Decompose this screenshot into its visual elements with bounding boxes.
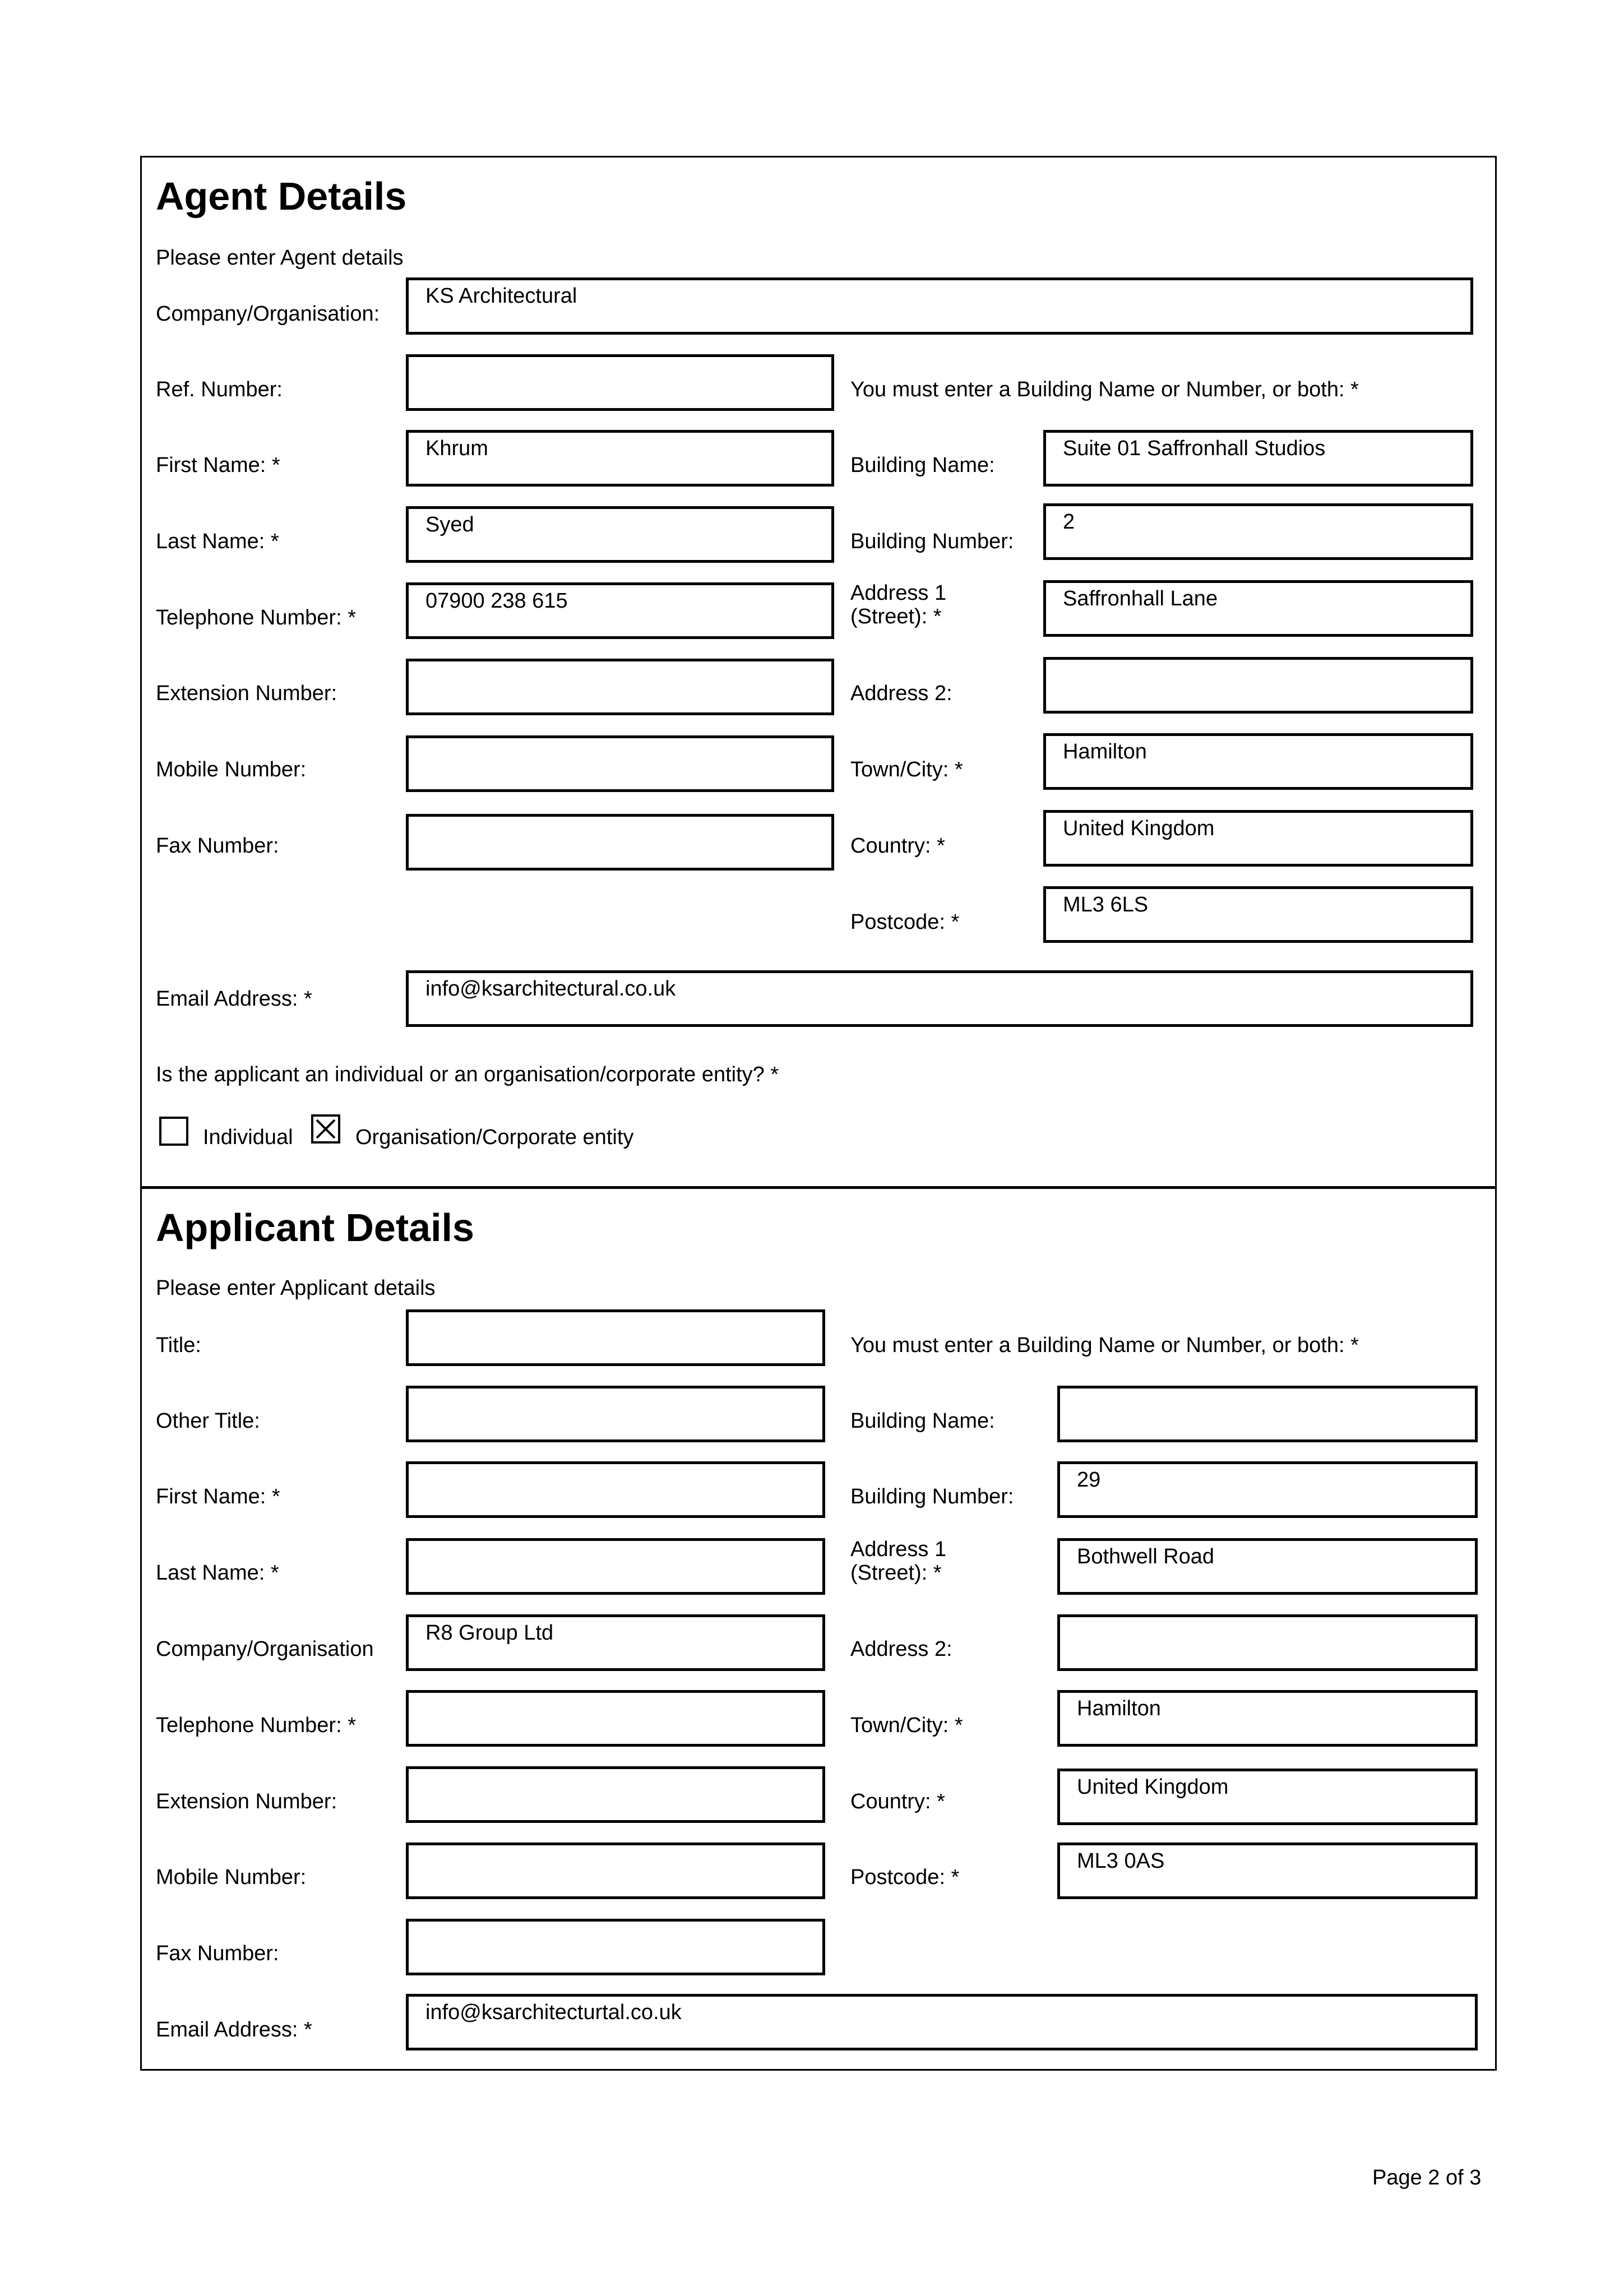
applicant-building-name-label: Building Name: bbox=[850, 1409, 995, 1433]
agent-fax-field[interactable] bbox=[406, 814, 834, 871]
applicant-town-value: Hamilton bbox=[1077, 1697, 1161, 1720]
applicant-fax-field[interactable] bbox=[406, 1919, 825, 1975]
applicant-town-label: Town/City: * bbox=[850, 1714, 963, 1737]
applicant-other-title-label: Other Title: bbox=[156, 1409, 260, 1433]
applicant-country-label: Country: * bbox=[850, 1790, 945, 1813]
applicant-building-number-label: Building Number: bbox=[850, 1485, 1014, 1508]
agent-email-label: Email Address: * bbox=[156, 987, 312, 1011]
applicant-building-number-value: 29 bbox=[1077, 1468, 1101, 1492]
section-divider bbox=[140, 1186, 1497, 1189]
agent-last-name-field[interactable] bbox=[406, 506, 834, 563]
applicant-fax-label: Fax Number: bbox=[156, 1942, 279, 1965]
applicant-other-title-field[interactable] bbox=[406, 1386, 825, 1442]
agent-building-name-field[interactable] bbox=[1043, 430, 1473, 487]
applicant-building-note: You must enter a Building Name or Number, or both: * bbox=[850, 1334, 1359, 1357]
agent-company-label: Company/Organisation: bbox=[156, 302, 380, 326]
agent-telephone-field[interactable] bbox=[406, 582, 834, 639]
applicant-address2-field[interactable] bbox=[1057, 1614, 1478, 1671]
applicant-type-question: Is the applicant an individual or an organisation/corporate entity? * bbox=[156, 1063, 779, 1086]
applicant-first-name-field[interactable] bbox=[406, 1461, 825, 1518]
agent-telephone-value: 07900 238 615 bbox=[425, 589, 568, 613]
agent-extension-label: Extension Number: bbox=[156, 682, 337, 705]
applicant-postcode-value: ML3 0AS bbox=[1077, 1849, 1165, 1873]
applicant-details-heading: Applicant Details bbox=[156, 1206, 474, 1249]
agent-country-field[interactable] bbox=[1043, 810, 1473, 867]
agent-first-name-label: First Name: * bbox=[156, 453, 280, 477]
agent-town-label: Town/City: * bbox=[850, 758, 963, 781]
applicant-email-value: info@ksarchitecturtal.co.uk bbox=[425, 2001, 682, 2024]
applicant-country-value: United Kingdom bbox=[1077, 1775, 1229, 1799]
applicant-company-field[interactable] bbox=[406, 1614, 825, 1671]
agent-instruction: Please enter Agent details bbox=[156, 246, 404, 270]
applicant-address2-label: Address 2: bbox=[850, 1637, 952, 1661]
agent-postcode-label: Postcode: * bbox=[850, 910, 960, 934]
applicant-extension-field[interactable] bbox=[406, 1766, 825, 1823]
agent-last-name-value: Syed bbox=[425, 513, 474, 536]
applicant-telephone-field[interactable] bbox=[406, 1690, 825, 1747]
applicant-title-field[interactable] bbox=[406, 1309, 825, 1366]
applicant-address1-field[interactable] bbox=[1057, 1538, 1478, 1595]
agent-building-name-value: Suite 01 Saffronhall Studios bbox=[1063, 437, 1326, 460]
applicant-mobile-label: Mobile Number: bbox=[156, 1866, 307, 1889]
applicant-company-label: Company/Organisation bbox=[156, 1637, 374, 1661]
organisation-label: Organisation/Corporate entity bbox=[355, 1126, 634, 1149]
individual-label: Individual bbox=[203, 1126, 293, 1149]
agent-email-value: info@ksarchitectural.co.uk bbox=[425, 977, 676, 1001]
agent-last-name-label: Last Name: * bbox=[156, 530, 279, 553]
applicant-address1-label-line1: Address 1 bbox=[850, 1538, 947, 1561]
agent-address1-value: Saffronhall Lane bbox=[1063, 587, 1218, 610]
applicant-title-label: Title: bbox=[156, 1334, 201, 1357]
agent-address2-field[interactable] bbox=[1043, 657, 1473, 714]
applicant-email-label: Email Address: * bbox=[156, 2018, 312, 2042]
agent-address1-field[interactable] bbox=[1043, 580, 1473, 637]
applicant-first-name-label: First Name: * bbox=[156, 1485, 280, 1508]
applicant-country-field[interactable] bbox=[1057, 1769, 1478, 1825]
agent-building-name-label: Building Name: bbox=[850, 453, 995, 477]
agent-email-field[interactable] bbox=[406, 970, 1473, 1027]
applicant-postcode-label: Postcode: * bbox=[850, 1866, 960, 1889]
agent-address2-label: Address 2: bbox=[850, 682, 952, 705]
agent-mobile-label: Mobile Number: bbox=[156, 758, 307, 781]
applicant-town-field[interactable] bbox=[1057, 1690, 1478, 1747]
applicant-building-number-field[interactable] bbox=[1057, 1461, 1478, 1518]
agent-telephone-label: Telephone Number: * bbox=[156, 606, 356, 629]
agent-postcode-field[interactable] bbox=[1043, 886, 1473, 943]
agent-mobile-field[interactable] bbox=[406, 735, 834, 792]
agent-country-label: Country: * bbox=[850, 834, 945, 858]
agent-building-number-field[interactable] bbox=[1043, 503, 1473, 560]
agent-company-value: KS Architectural bbox=[425, 284, 577, 308]
agent-building-number-label: Building Number: bbox=[850, 530, 1014, 553]
agent-company-field[interactable] bbox=[406, 277, 1473, 335]
agent-details-heading: Agent Details bbox=[156, 174, 407, 218]
agent-ref-label: Ref. Number: bbox=[156, 378, 283, 401]
agent-address1-label-line1: Address 1 bbox=[850, 581, 947, 605]
agent-building-number-value: 2 bbox=[1063, 510, 1075, 534]
applicant-building-name-field[interactable] bbox=[1057, 1386, 1478, 1442]
applicant-address1-label-line2: (Street): * bbox=[850, 1561, 942, 1585]
applicant-telephone-label: Telephone Number: * bbox=[156, 1714, 356, 1737]
checkbox-cross-icon bbox=[313, 1117, 338, 1141]
applicant-email-field[interactable] bbox=[406, 1994, 1478, 2050]
agent-ref-field[interactable] bbox=[406, 354, 834, 411]
agent-town-value: Hamilton bbox=[1063, 740, 1147, 763]
applicant-postcode-field[interactable] bbox=[1057, 1843, 1478, 1899]
agent-fax-label: Fax Number: bbox=[156, 834, 279, 858]
applicant-instruction: Please enter Applicant details bbox=[156, 1276, 436, 1300]
applicant-mobile-field[interactable] bbox=[406, 1843, 825, 1899]
applicant-extension-label: Extension Number: bbox=[156, 1790, 337, 1813]
applicant-last-name-field[interactable] bbox=[406, 1538, 825, 1595]
agent-first-name-value: Khrum bbox=[425, 437, 488, 460]
agent-address1-label-line2: (Street): * bbox=[850, 605, 942, 628]
agent-extension-field[interactable] bbox=[406, 659, 834, 715]
agent-country-value: United Kingdom bbox=[1063, 817, 1215, 840]
agent-town-field[interactable] bbox=[1043, 733, 1473, 790]
page-number: Page 2 of 3 bbox=[1372, 2166, 1482, 2189]
individual-checkbox[interactable] bbox=[159, 1117, 188, 1146]
applicant-company-value: R8 Group Ltd bbox=[425, 1621, 554, 1645]
agent-postcode-value: ML3 6LS bbox=[1063, 893, 1149, 916]
agent-building-note: You must enter a Building Name or Number, or both: * bbox=[850, 378, 1359, 401]
organisation-checkbox[interactable] bbox=[311, 1114, 340, 1144]
applicant-last-name-label: Last Name: * bbox=[156, 1561, 279, 1585]
agent-first-name-field[interactable] bbox=[406, 430, 834, 487]
applicant-address1-value: Bothwell Road bbox=[1077, 1545, 1215, 1568]
